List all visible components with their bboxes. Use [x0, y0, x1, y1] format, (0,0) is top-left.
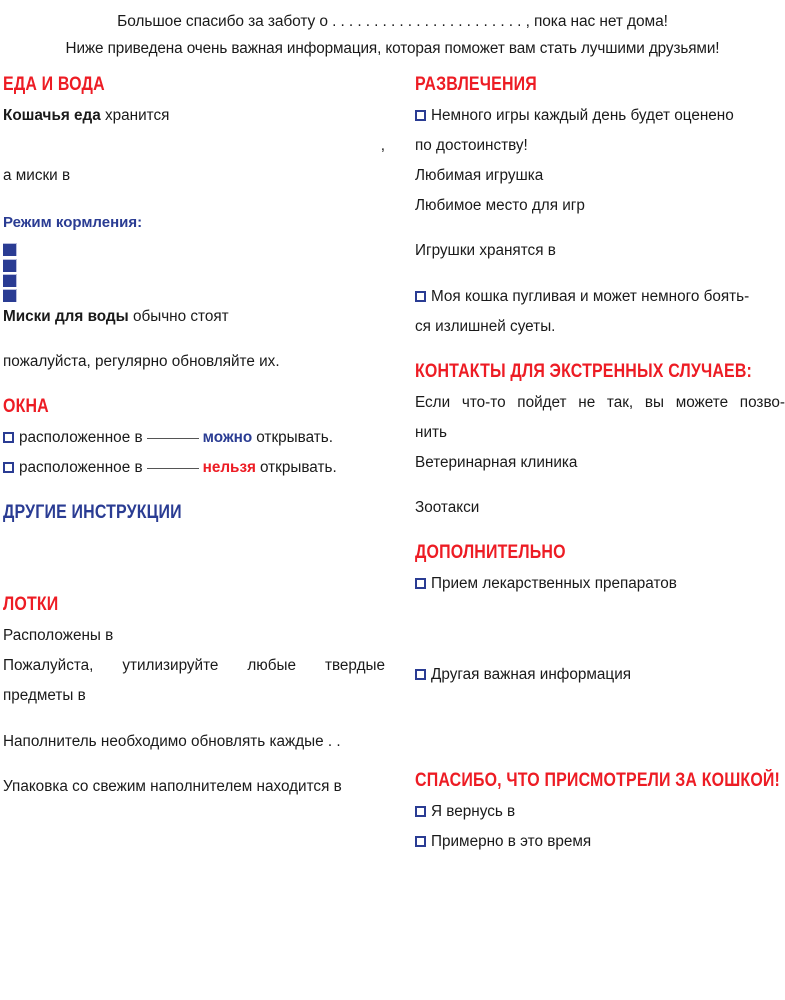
litter-disposal-line-1: Пожалуйста, утилизируйте любые твердые — [3, 657, 385, 675]
dot-leader[interactable] — [560, 240, 785, 255]
feeding-slot-row — [3, 287, 385, 302]
section-heading-litter-boxes: ЛОТКИ — [3, 594, 59, 616]
dot-leader[interactable] — [415, 645, 785, 660]
return-time-row — [415, 797, 785, 827]
play-note-line-1: Немного игры каждый день будет оценено — [431, 107, 734, 124]
other-info-row — [415, 660, 785, 690]
dot-leader[interactable] — [26, 256, 385, 271]
intro-line-2: Ниже приведена очень важная информация, которая поможет вам стать лучшими друзьями! — [65, 40, 720, 57]
subheading-feeding-schedule: Режим кормления: — [3, 214, 143, 231]
square-bullet-icon — [3, 275, 16, 287]
toys-storage-row — [415, 236, 785, 266]
favorite-toy-row — [415, 161, 785, 191]
checkbox-medication[interactable] — [415, 578, 426, 589]
pet-taxi-row — [415, 493, 785, 523]
toys-storage-blank-line — [415, 266, 785, 281]
dot-leader[interactable] — [451, 421, 785, 436]
litter-location-label: Расположены в — [3, 627, 114, 645]
section-heading-emergency-contacts: КОНТАКТЫ ДЛЯ ЭКСТРЕННЫХ СЛУЧАЕВ: — [415, 360, 753, 382]
feeding-slot-row — [3, 272, 385, 287]
dot-leader[interactable] — [415, 599, 785, 614]
right-column — [393, 74, 785, 857]
dot-leader[interactable] — [90, 685, 385, 700]
litter-location-row — [3, 621, 385, 651]
vet-clinic-label: Ветеринарная клиника — [415, 453, 578, 471]
dot-leader[interactable] — [415, 266, 785, 281]
dot-leader[interactable] — [3, 711, 385, 726]
dot-leader[interactable] — [415, 705, 785, 720]
square-bullet-icon — [3, 290, 16, 302]
other-instructions-blank-line — [3, 545, 385, 560]
dot-leader[interactable] — [3, 560, 385, 575]
litter-refresh-frequency: Наполнитель необходимо обновлять каждые . . — [3, 732, 341, 750]
square-bullet-icon — [3, 260, 16, 272]
medication-blank-line — [415, 614, 785, 629]
dot-leader[interactable] — [3, 802, 385, 817]
checkbox-shy-cat[interactable] — [415, 291, 426, 302]
litter-bag-blank-line — [3, 802, 385, 817]
window-allowed-row — [3, 423, 385, 453]
dot-leader[interactable] — [173, 105, 385, 120]
fill-in-blank[interactable] — [147, 468, 199, 469]
window-allowed-prefix: расположенное в — [19, 429, 143, 447]
medication-blank-line — [415, 599, 785, 614]
water-bowls-label: Миски для воды обычно стоят — [3, 308, 229, 326]
dot-leader[interactable] — [595, 831, 785, 846]
left-column — [3, 74, 393, 857]
litter-disposal-line-2 — [3, 681, 385, 711]
dot-leader[interactable] — [681, 573, 785, 588]
checkbox-return-time[interactable] — [415, 806, 426, 817]
shy-cat-note-row — [415, 282, 785, 312]
pet-taxi-label: Зоотакси — [415, 498, 480, 516]
favorite-play-place-label: Любимое место для игр — [415, 197, 585, 214]
litter-disposal-label: предметы в — [3, 687, 86, 705]
dot-leader[interactable] — [3, 529, 385, 544]
checkbox-daily-play[interactable] — [415, 110, 426, 121]
favorite-play-place-blank-line — [415, 221, 785, 236]
dot-leader[interactable] — [519, 801, 785, 816]
food-storage-label: Кошачья еда хранится — [3, 107, 170, 124]
water-bowls-row — [3, 302, 385, 332]
dot-leader[interactable] — [415, 478, 785, 493]
bowls-location-label: а миски в — [3, 167, 71, 184]
vet-clinic-blank-line — [415, 478, 785, 493]
dot-leader[interactable] — [415, 690, 785, 705]
dot-leader[interactable] — [415, 614, 785, 629]
water-bowls-row-cont — [3, 332, 385, 347]
dot-leader[interactable] — [3, 332, 385, 347]
checkbox-window-forbidden[interactable] — [3, 462, 14, 473]
section-heading-windows: ОКНА — [3, 396, 49, 418]
dot-leader[interactable] — [415, 629, 785, 644]
dot-leader[interactable] — [74, 165, 385, 180]
window-forbidden-prefix: расположенное в — [19, 459, 143, 477]
favorite-play-place-row — [415, 191, 785, 221]
dot-leader[interactable] — [415, 736, 785, 751]
checkbox-window-allowed[interactable] — [3, 432, 14, 443]
approx-time-label: Примерно в это время — [431, 833, 592, 851]
dot-leader[interactable] — [635, 664, 785, 679]
dot-leader[interactable] — [3, 135, 380, 150]
intro-block — [0, 0, 785, 62]
water-refresh-note: пожалуйста, регулярно обновляйте их. — [3, 353, 280, 371]
shy-cat-note-line-1: Моя кошка пугливая и может немного боять- — [431, 287, 750, 305]
approx-time-row — [415, 827, 785, 857]
dot-leader[interactable] — [589, 195, 785, 210]
dot-leader[interactable] — [3, 545, 385, 560]
medication-blank-line — [415, 629, 785, 644]
dot-leader[interactable] — [26, 287, 385, 302]
dot-leader[interactable] — [117, 625, 385, 640]
window-forbidden-row — [3, 453, 385, 483]
medication-blank-line — [415, 645, 785, 660]
comma-tail: , — [380, 137, 385, 154]
medication-row — [415, 569, 785, 599]
shy-cat-note-line-2: ся излишней суеты. — [415, 317, 556, 335]
window-forbidden-keyword: нельзя — [202, 459, 256, 477]
emergency-phone-label: нить — [415, 423, 447, 441]
dot-leader[interactable] — [26, 272, 385, 287]
return-time-label: Я вернусь в — [431, 803, 516, 821]
play-note-row — [415, 101, 785, 131]
other-info-blank-line — [415, 690, 785, 705]
dot-leader[interactable] — [415, 221, 785, 236]
favorite-toy-label: Любимая игрушка — [415, 167, 544, 184]
toys-storage-label: Игрушки хранятся в — [415, 242, 556, 260]
dot-leader[interactable] — [547, 165, 785, 180]
other-info-blank-line — [415, 736, 785, 751]
dot-leader[interactable] — [3, 757, 385, 772]
intro-line-1: Большое спасибо за заботу о . . . . . . . . . . . . . . . . . . . . . . . , пока нас нет дома! — [117, 13, 668, 30]
section-heading-thanks: СПАСИБО, ЧТО ПРИСМОТРЕЛИ ЗА КОШКОЙ! — [415, 770, 781, 792]
window-allowed-suffix: открывать. — [256, 429, 333, 447]
play-note-line-2: по достоинству! — [415, 137, 528, 154]
window-allowed-keyword: можно — [202, 429, 253, 447]
other-instructions-blank-line — [3, 529, 385, 544]
emergency-intro-line-1: Если что-то пойдет не так, вы можете позво- — [415, 393, 785, 411]
feeding-slot-row — [3, 256, 385, 271]
fill-in-blank[interactable] — [147, 438, 199, 439]
section-heading-food-water: ЕДА И ВОДА — [3, 74, 105, 95]
other-instructions-blank-line — [3, 560, 385, 575]
dot-leader[interactable] — [26, 241, 385, 256]
dot-leader[interactable] — [483, 497, 785, 512]
section-heading-other-instructions: ДРУГИЕ ИНСТРУКЦИИ — [3, 502, 182, 524]
litter-refresh-blank-line — [3, 757, 385, 772]
food-storage-row-cont — [3, 131, 385, 161]
other-info-label: Другая важная информация — [431, 666, 632, 684]
medication-label: Прием лекарственных препаратов — [431, 574, 677, 592]
two-column-body — [0, 74, 785, 857]
vet-clinic-row — [415, 448, 785, 478]
emergency-phone-row — [415, 418, 785, 448]
checkbox-approx-time[interactable] — [415, 836, 426, 847]
window-forbidden-suffix: открывать. — [259, 459, 337, 477]
section-heading-additional: ДОПОЛНИТЕЛЬНО — [415, 541, 566, 563]
other-info-blank-line — [415, 705, 785, 720]
square-bullet-icon — [3, 244, 16, 256]
section-heading-entertainment: РАЗВЛЕЧЕНИЯ — [415, 74, 537, 95]
dot-leader[interactable] — [581, 451, 785, 466]
other-info-blank-line — [415, 721, 785, 736]
checkbox-other-info[interactable] — [415, 669, 426, 680]
litter-disposal-blank-line — [3, 711, 385, 726]
bowls-location-row — [3, 161, 385, 191]
food-storage-row — [3, 101, 385, 131]
litter-bag-location: Упаковка со свежим наполнителем находится в — [3, 777, 342, 795]
feeding-slot-row — [3, 241, 385, 256]
dot-leader[interactable] — [415, 721, 785, 736]
dot-leader[interactable] — [233, 306, 385, 321]
